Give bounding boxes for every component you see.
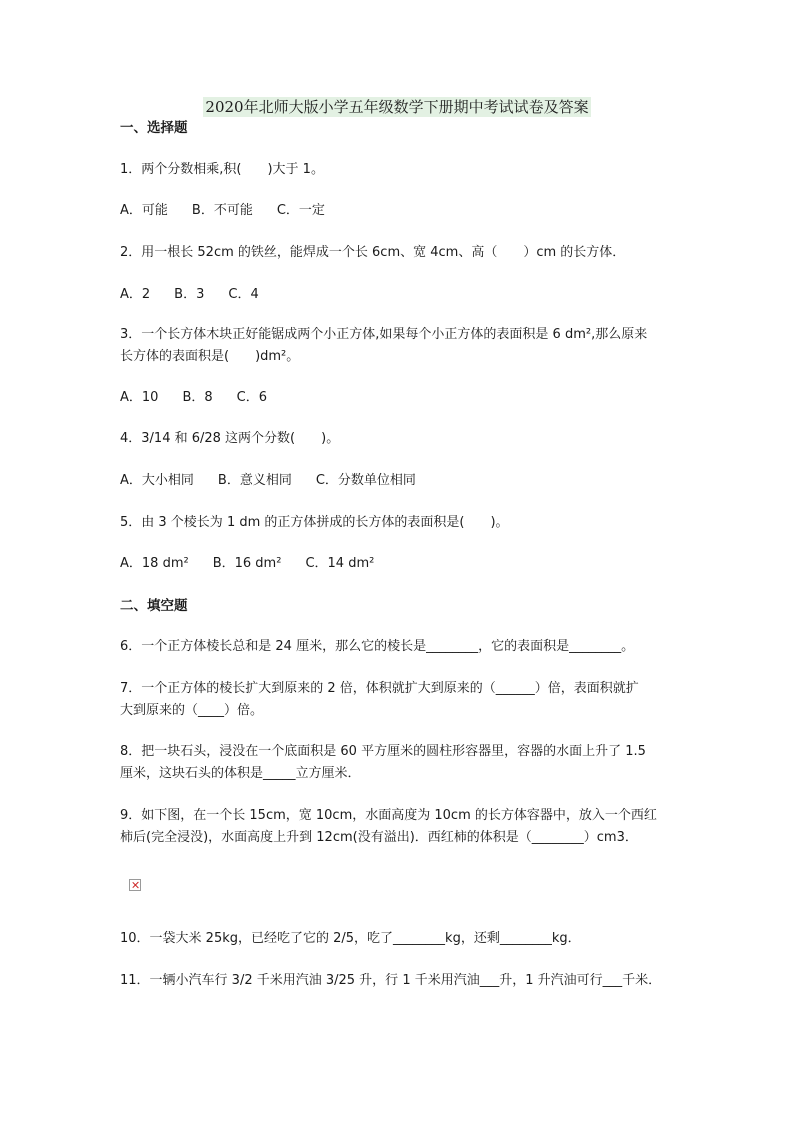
question-1: 1．两个分数相乘,积( )大于 1。 [120,162,324,177]
option-c: C．分数单位相同 [315,473,416,488]
question-7-line-1: 7．一个正方体的棱长扩大到原来的 2 倍，体积就扩大到原来的（______）倍，表面积就扩 [120,681,639,696]
option-c: C．14 dm² [305,556,375,571]
option-c: C．一定 [276,203,325,218]
question-3-line-2: 长方体的表面积是( )dm²。 [120,349,300,364]
question-4-options [120,471,720,491]
document-title: 2020年北师大版小学五年级数学下册期中考试试卷及答案 [205,98,589,116]
option-b: B．不可能 [191,203,253,218]
option-a: A．大小相同 [120,473,194,488]
question-10: 10．一袋大米 25kg，已经吃了它的 2/5，吃了________kg，还剩________kg． [120,931,581,946]
option-b: B．16 dm² [212,556,282,571]
broken-image-icon [129,879,141,891]
question-1-options [120,201,720,221]
question-11: 11．一辆小汽车行 3/2 千米用汽油 3/25 升，行 1 千米用汽油___升，1 升汽油可行___千米． [120,973,662,988]
option-c: C．4 [228,287,259,302]
question-3-options [120,388,720,408]
question-7-line-2: 大到原来的（____）倍。 [120,703,264,718]
question-4: 4．3/14 和 6/28 这两个分数( )。 [120,431,340,446]
section-choice-heading: 一、选择题 [120,120,188,136]
option-a: A．10 [120,390,159,405]
question-3-line-1: 3．一个长方体木块正好能锯成两个小正方体,如果每个小正方体的表面积是 6 dm²,那么原来 [120,327,648,342]
option-b: B．8 [182,390,213,405]
question-8-line-1: 8．把一块石头，浸没在一个底面积是 60 平方厘米的圆柱形容器里，容器的水面上升了 1.5 [120,744,646,759]
question-6: 6．一个正方体棱长总和是 24 厘米，那么它的棱长是________，它的表面积是________。 [120,639,635,654]
question-2: 2．用一根长 52cm 的铁丝，能焊成一个长 6cm、宽 4cm、高（ ）cm 的长方体． [120,245,626,260]
option-a: A．2 [120,287,151,302]
option-a: A．可能 [120,203,168,218]
question-5: 5．由 3 个棱长为 1 dm 的正方体拼成的长方体的表面积是( )。 [120,515,509,530]
question-5-options [120,554,720,574]
question-2-options [120,285,720,305]
option-c: C．6 [236,390,267,405]
option-b: B．3 [174,287,205,302]
question-9-line-1: 9．如下图，在一个长 15cm，宽 10cm，水面高度为 10cm 的长方体容器中，放入一个西红 [120,808,657,823]
question-8-line-2: 厘米，这块石头的体积是_____立方厘米． [120,766,361,781]
option-b: B．意义相同 [217,473,292,488]
option-a: A．18 dm² [120,556,189,571]
question-9-line-2: 柿后(完全浸没)，水面高度上升到 12cm(没有溢出)．西红柿的体积是（________）cm3． [120,830,638,845]
section-fill-heading: 二、填空题 [120,598,188,614]
